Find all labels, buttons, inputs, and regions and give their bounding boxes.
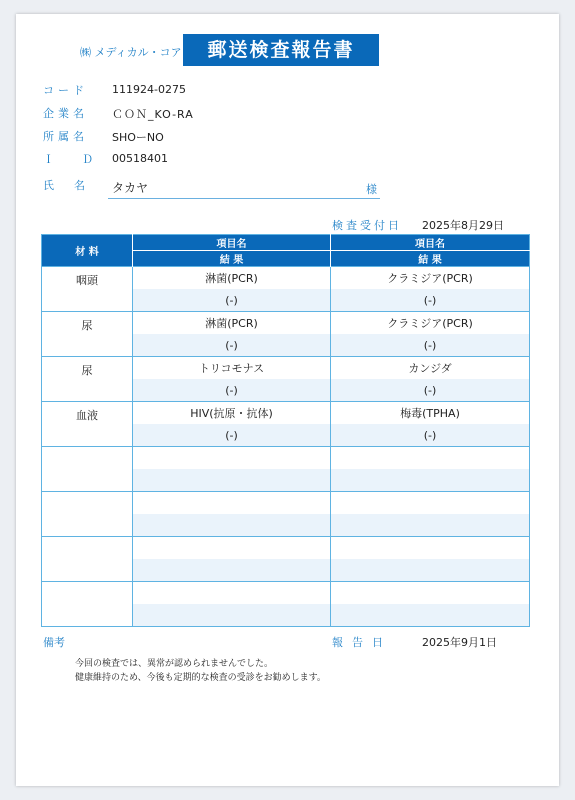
empty-row: [42, 447, 530, 470]
empty-cell: [42, 492, 133, 537]
header-item-1: 項目名: [133, 235, 331, 251]
received-date-label: 検査受付日: [332, 219, 402, 232]
empty-row: [42, 582, 530, 605]
remarks-note-2: 健康維持のため、今後も定期的な検査の受診をお勧めします。: [75, 673, 326, 683]
empty-cell: [331, 559, 530, 582]
table-row: [42, 357, 530, 380]
name-value: タカヤ: [112, 181, 149, 195]
header-result-2: 結 果: [331, 251, 530, 267]
report-date: 2025年9月1日: [422, 636, 497, 649]
results-table: [41, 234, 530, 627]
company-value: ＣＯＮ_KO-RA: [112, 108, 194, 121]
empty-cell: [42, 537, 133, 582]
item-cell: 淋菌(PCR): [133, 312, 331, 335]
empty-row: [42, 492, 530, 515]
empty-cell: [133, 537, 331, 560]
empty-cell: [331, 537, 530, 560]
header-result-1: 結 果: [133, 251, 331, 267]
result-cell: (-): [133, 334, 331, 357]
result-cell: (-): [331, 289, 530, 312]
code-value: 111924-0275: [112, 83, 186, 96]
table-row: [42, 267, 530, 290]
item-cell: クラミジア(PCR): [331, 267, 530, 290]
empty-cell: [331, 447, 530, 470]
empty-cell: [331, 492, 530, 515]
code-label: コード: [43, 84, 88, 97]
item-cell: 淋菌(PCR): [133, 267, 331, 290]
item-cell: トリコモナス: [133, 357, 331, 380]
lab-company-name: ㈱ メディカル・コア: [80, 46, 182, 59]
item-cell: カンジダ: [331, 357, 530, 380]
empty-cell: [133, 559, 331, 582]
item-cell: 梅毒(TPHA): [331, 402, 530, 425]
received-date: 2025年8月29日: [422, 219, 504, 232]
dept-label: 所属名: [43, 130, 88, 143]
empty-cell: [133, 604, 331, 627]
honorific: 様: [366, 183, 377, 196]
name-underline: [108, 198, 380, 199]
dept-value: SHOーNO: [112, 131, 164, 144]
empty-cell: [331, 514, 530, 537]
result-cell: (-): [331, 334, 530, 357]
report-date-label: 報告日: [332, 636, 392, 649]
result-cell: (-): [331, 379, 530, 402]
material-cell: 尿: [42, 312, 133, 357]
empty-cell: [133, 492, 331, 515]
empty-cell: [331, 604, 530, 627]
empty-cell: [133, 582, 331, 605]
material-cell: 咽頭: [42, 267, 133, 312]
result-cell: (-): [133, 289, 331, 312]
item-cell: クラミジア(PCR): [331, 312, 530, 335]
empty-cell: [133, 469, 331, 492]
result-cell: (-): [133, 424, 331, 447]
result-cell: (-): [133, 379, 331, 402]
table-row: [42, 312, 530, 335]
result-cell: (-): [331, 424, 530, 447]
empty-cell: [331, 582, 530, 605]
empty-cell: [133, 447, 331, 470]
material-cell: 血液: [42, 402, 133, 447]
item-cell: HIV(抗原・抗体): [133, 402, 331, 425]
empty-row: [42, 537, 530, 560]
id-value: 00518401: [112, 152, 168, 165]
empty-cell: [42, 582, 133, 627]
material-cell: 尿: [42, 357, 133, 402]
id-label: ＩＤ: [43, 153, 121, 166]
remarks-note-1: 今回の検査では、異常が認められませんでした。: [75, 659, 274, 669]
header-material: 材 料: [42, 235, 133, 267]
table-row: [42, 402, 530, 425]
company-label: 企業名: [43, 107, 88, 120]
empty-cell: [331, 469, 530, 492]
empty-cell: [133, 514, 331, 537]
remarks-label: 備考: [43, 636, 65, 649]
report-title: 郵送検査報告書: [183, 34, 379, 66]
empty-cell: [42, 447, 133, 492]
report-sheet: [16, 14, 559, 786]
header-item-2: 項目名: [331, 235, 530, 251]
name-label: 氏名: [43, 179, 105, 192]
